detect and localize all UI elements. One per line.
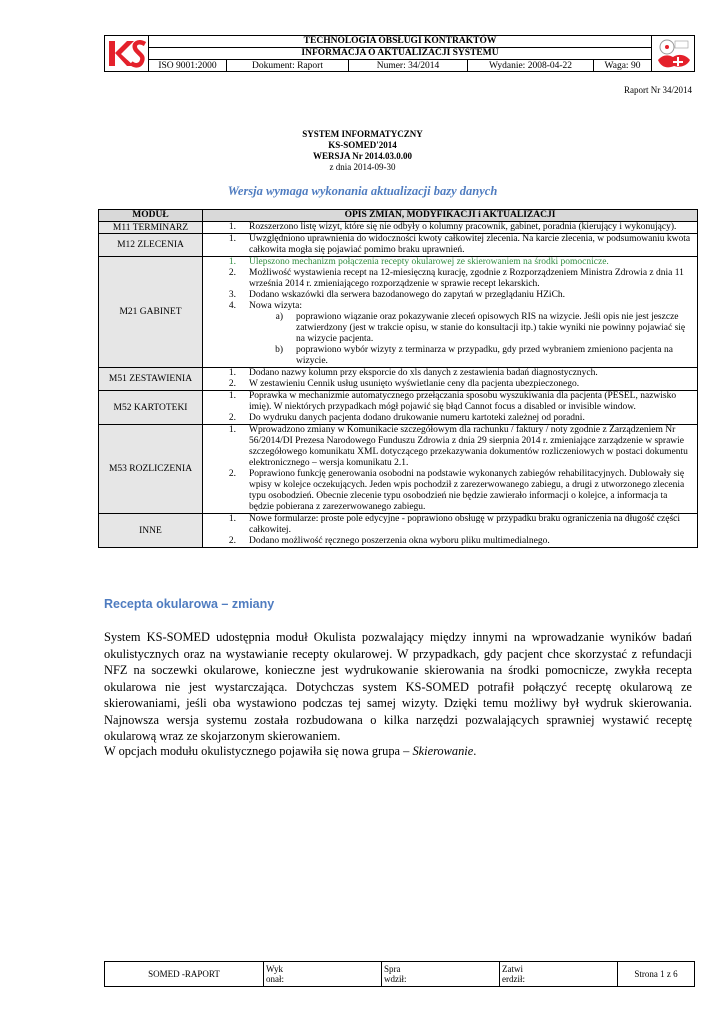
item-number: 2.	[228, 536, 236, 546]
change-item	[203, 368, 697, 379]
item-text: Poprawiono funkcję generowania osobodni na podstawie wykonanych zabiegów rehabilitacyjnych. Dublowały się wpisy w kolejce oczekujących. Jeden wpis pochodził z zarezerwowanego zabiegu, a drugi z utworzonego zlecenia typu osobodzień. Obecnie zlecenie typu osobodzień nie będzie zawierało informacji o kolejce, a informacja ta będzie pobierana z zarezerwowanego zabiegu.	[249, 469, 685, 512]
module-name: M11 TERMINARZ	[99, 222, 203, 234]
header-title: TECHNOLOGIA OBSŁUGI KONTRAKTÓW	[149, 36, 651, 48]
certificate-logo	[651, 36, 694, 71]
paragraph-new-group	[104, 743, 692, 760]
module-changes	[203, 257, 698, 368]
header-issued: Wydanie: 2008-04-22	[468, 60, 594, 72]
system-date: z dnia 2014-09-30	[329, 162, 396, 172]
item-text: poprawiono wiązanie oraz pokazywanie zleceń opisowych RIS na wizycie. Jeśli opis nie jest jeszcze zatwierdzony (jest w trakcie opisu, w stanie do konsultacji itp.) takie wyniki nie powinny pojawiać się na wizycie pacjenta.	[296, 312, 686, 344]
column-module: MODUŁ	[99, 210, 203, 222]
column-description: OPIS ZMIAN, MODYFIKACJI i AKTUALIZACJI	[203, 210, 698, 222]
changes-table	[98, 209, 698, 548]
table-row	[99, 514, 698, 548]
item-number: 2.	[228, 469, 236, 479]
header-subtitle: INFORMACJA O AKTUALIZACJI SYSTEMU	[149, 48, 651, 60]
table-row	[99, 234, 698, 257]
module-name: M12 ZLECENIA	[99, 234, 203, 257]
table-row	[99, 368, 698, 391]
item-text: Uwzględniono uprawnienia do widoczności kwoty całkowitej zlecenia. Na karcie zlecenia, w podsumowaniu kwota całkowita mogła się pojawiać pomimo braku uprawnień.	[249, 234, 691, 255]
system-version: WERSJA Nr 2014.03.0.00	[312, 151, 413, 161]
header-iso: ISO 9001:2000	[149, 60, 227, 72]
table-row	[99, 391, 698, 425]
item-text: poprawiono wybór wizyty z terminarza w przypadku, gdy przed wybraniem zmieniono pacjenta na wizycie.	[296, 345, 673, 366]
item-number: 2.	[228, 268, 236, 278]
ks-logo	[105, 36, 149, 71]
item-number: b)	[275, 345, 283, 355]
db-update-warning: Wersja wymaga wykonania aktualizacji bazy danych	[227, 184, 498, 198]
change-item	[203, 268, 697, 290]
document-header	[104, 35, 695, 72]
module-name: M53 ROZLICZENIA	[99, 425, 203, 514]
page-number: Strona 1 z 6	[634, 969, 678, 979]
header-number: Numer: 34/2014	[349, 60, 468, 72]
paragraph-text: W opcjach modułu okulistycznego pojawiła się nowa grupa –	[104, 744, 413, 758]
item-text: Dodano nazwy kolumn przy eksporcie do xls danych z zestawienia badań diagnostycznych.	[249, 368, 598, 378]
module-name: M52 KARTOTEKI	[99, 391, 203, 425]
item-text: Wprowadzono zmiany w Komunikacie szczegółowym dla rachunku / faktury / noty zgodnie z Zarządzeniem Nr 56/2014/DI Prezesa Narodowego Funduszu Zdrowia z dnia 29 sierpnia 2014 r. zmieniające zarządzenie w sprawie szczegółowego komunikatu XML dotyczącego przekazywania dokumentów rozliczeniowych w postaci dokumentu elektronicznego – wersja komunikatu 2.1.	[249, 425, 688, 468]
item-number: 2.	[228, 413, 236, 423]
item-number: a)	[275, 312, 283, 322]
paragraph-intro: System KS-SOMED udostępnia moduł Okulista pozwalający między innymi na wprowadzanie wyników badań okulistycznych oraz na wystawianie recepty okularowej. W przypadkach, gdy pacjent chce skorzystać z refundacji NFZ na soczewki okularowe, konieczne jest wydrukowanie skierowania na środki pomocnicze, zwykła recepta okularowa nie jest wystarczająca. Dotychczas system KS-SOMED potrafił połączyć receptę okularową ze skierowaniami, jeśli oba wystawiono podczas tej samej wizyty. Dzięki temu możliwy był wydruk skierowania. Najnowsza wersja systemu została rozbudowana o kilka narzędzi pozwalających sprawniej wystawić receptę okularową wraz ze skojarzonym skierowaniem.	[104, 630, 692, 743]
item-number: 2.	[228, 379, 236, 389]
item-number: 1.	[228, 391, 236, 401]
module-changes	[203, 368, 698, 391]
report-number: Raport Nr 34/2014	[624, 85, 692, 95]
change-item	[203, 536, 697, 547]
module-changes	[203, 391, 698, 425]
item-number: 3.	[228, 290, 236, 300]
change-item	[203, 312, 697, 345]
document-footer	[104, 961, 695, 987]
item-text: Dodano możliwość ręcznego poszerzenia okna wyboru pliku multimedialnego.	[249, 536, 550, 546]
table-row	[99, 257, 698, 368]
footer-checked: Spra wdził:	[382, 962, 500, 986]
system-label: SYSTEM INFORMATYCZNY	[302, 129, 423, 139]
change-item	[203, 413, 697, 424]
item-number: 1.	[228, 425, 236, 435]
change-item	[203, 257, 697, 268]
module-name: M21 GABINET	[99, 257, 203, 368]
item-text: Ulepszono mechanizm połączenia recepty okularowej ze skierowaniem na środki pomocnicze.	[249, 257, 609, 267]
footer-name: SOMED -RAPORT	[105, 962, 264, 986]
header-weight: Waga: 90	[604, 61, 641, 71]
table-row	[99, 425, 698, 514]
change-item	[203, 425, 697, 469]
module-changes	[203, 514, 698, 548]
change-item	[203, 391, 697, 413]
skierowanie-term: Skierowanie	[412, 744, 474, 758]
footer-approved: Zatwi erdził:	[500, 962, 618, 986]
paragraph-end: .	[473, 744, 477, 758]
system-name: KS-SOMED'2014	[328, 140, 397, 150]
item-text: Nowe formularze: proste pole edycyjne - poprawiono obsługę w przypadku braku ograniczenia na długość części całkowitej.	[249, 514, 681, 535]
item-text: W zestawieniu Cennik usług usunięto wyświetlanie ceny dla pacjenta ubezpieczonego.	[249, 379, 580, 389]
item-number: 1.	[228, 257, 236, 267]
change-item	[203, 222, 697, 233]
change-item	[203, 290, 697, 301]
change-item	[203, 469, 697, 513]
item-text: Rozszerzono listę wizyt, które się nie odbyły o kolumny pracownik, gabinet, poradnia (kierujący i wykonujący).	[249, 222, 677, 232]
change-item	[203, 301, 697, 312]
item-text: Poprawka w mechanizmie automatycznego przełączania sposobu wyszukiwania dla pacjenta (PESEL, nazwisko imię). W niektórych przypadkach mógł pojawić się błąd Cannot focus a disabled or invisible window.	[249, 391, 677, 412]
section-title: Recepta okularowa – zmiany	[104, 597, 275, 611]
change-item	[203, 234, 697, 256]
item-text: Nowa wizyta:	[249, 301, 303, 311]
change-item	[203, 379, 697, 390]
change-item	[203, 345, 697, 367]
item-number: 1.	[228, 222, 236, 232]
module-changes	[203, 234, 698, 257]
item-number: 4.	[228, 301, 236, 311]
footer-author: Wyk onał:	[264, 962, 382, 986]
header-doc: Dokument: Raport	[227, 60, 349, 72]
module-name: M51 ZESTAWIENIA	[99, 368, 203, 391]
module-changes	[203, 425, 698, 514]
item-text: Możliwość wystawienia recept na 12-miesięczną kurację, zgodnie z Rozporządzeniem Ministra Zdrowia z dnia 11 września 2014 r. zmieniającego rozporządzenie w sprawie recept lekarskich.	[249, 268, 684, 289]
item-number: 1.	[228, 234, 236, 244]
item-number: 1.	[228, 514, 236, 524]
module-changes	[203, 222, 698, 234]
table-row	[99, 222, 698, 234]
module-name: INNE	[99, 514, 203, 548]
item-text: Dodano wskazówki dla serwera bazodanowego do zapytań w przeglądaniu HZiCh.	[249, 290, 566, 300]
item-number: 1.	[228, 368, 236, 378]
change-item	[203, 514, 697, 536]
item-text: Do wydruku danych pacjenta dodano drukowanie numeru kartoteki zależnej od poradni.	[249, 413, 585, 423]
